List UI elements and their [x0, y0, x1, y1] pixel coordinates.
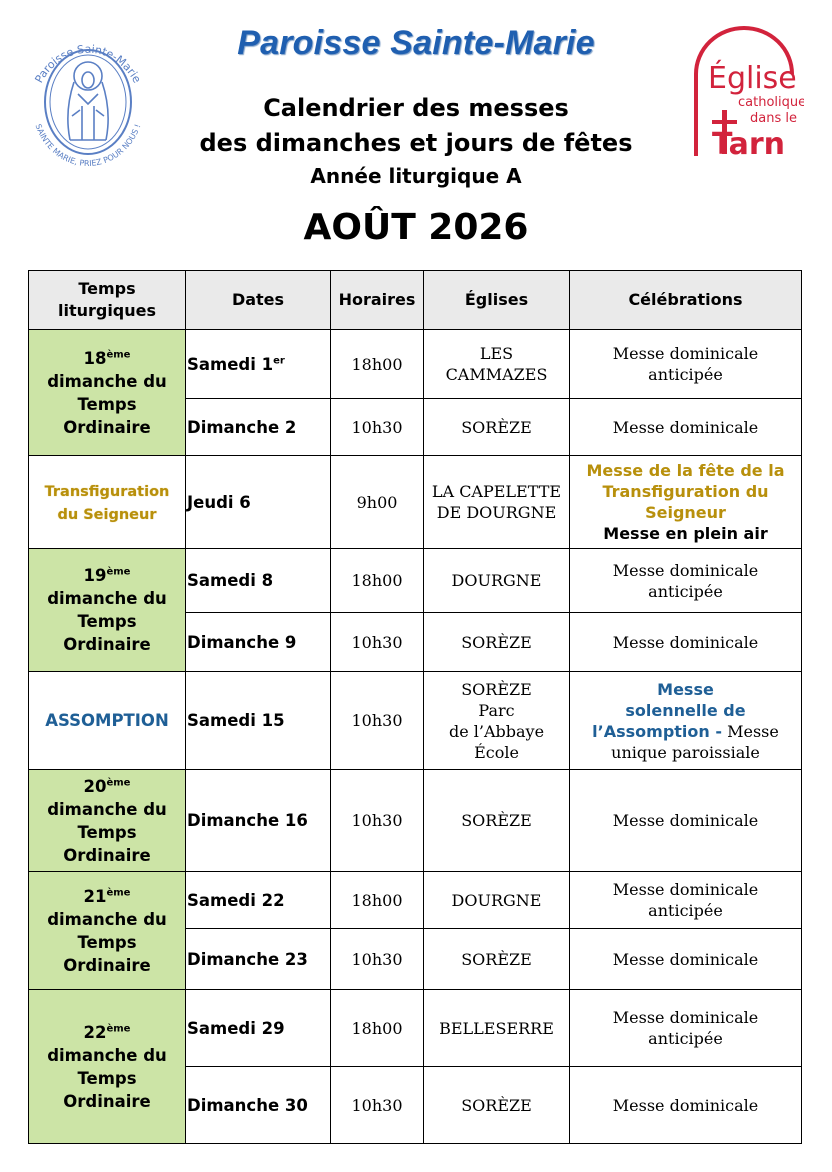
logo-catholique-text: catholique: [738, 95, 804, 110]
subtitle-line2: des dimanches et jours de fêtes: [199, 129, 633, 157]
table-row: [29, 672, 802, 770]
time-cell: 18h00: [331, 872, 424, 929]
celebration-cell: Messe de la fête de la Transfiguration du Seigneur Messe en plein air: [570, 456, 802, 549]
month-title: AOÛT 2026: [303, 207, 529, 248]
period-20-cell: 20ème dimanche du Temps Ordinaire: [29, 770, 186, 872]
church-cell: SORÈZE Parc de l’Abbaye École: [424, 672, 570, 770]
table-row: [29, 990, 802, 1067]
church-cell: BELLESERRE: [424, 990, 570, 1067]
celebration-cell: Messe dominicale: [570, 613, 802, 672]
header-period: Temps liturgiques: [29, 271, 186, 330]
subtitle-line3: Année liturgique A: [310, 164, 522, 188]
period-21-cell: 21ème dimanche du Temps Ordinaire: [29, 872, 186, 990]
church-cell: SORÈZE: [424, 399, 570, 456]
parish-logo: [22, 20, 152, 170]
celebration-cell: Messe dominicale: [570, 399, 802, 456]
period-18-cell: 18ème dimanche du Temps Ordinaire: [29, 330, 186, 456]
church-cell: DOURGNE: [424, 549, 570, 613]
celebration-cell: Messe dominicale anticipée: [570, 990, 802, 1067]
date-cell: Samedi 15: [186, 672, 331, 770]
period-22-cell: 22ème dimanche du Temps Ordinaire: [29, 990, 186, 1144]
table-row: [29, 872, 802, 929]
time-cell: 10h30: [331, 929, 424, 990]
date-cell: Dimanche 23: [186, 929, 331, 990]
date-cell: Samedi 1er: [186, 330, 331, 399]
subtitle-line1: Calendrier des messes: [263, 94, 569, 122]
church-cell: DOURGNE: [424, 872, 570, 929]
date-cell: Dimanche 30: [186, 1067, 331, 1144]
header-churches: Églises: [424, 271, 570, 330]
logo-bottom-text: SAINTE MARIE, PRIEZ POUR NOUS !: [33, 122, 143, 169]
celebration-cell: Messe dominicale: [570, 1067, 802, 1144]
date-cell: Samedi 29: [186, 990, 331, 1067]
date-cell: Dimanche 9: [186, 613, 331, 672]
header-dates: Dates: [186, 271, 331, 330]
logo-dansle-text: dans le: [750, 111, 797, 126]
mass-calendar-table: [28, 270, 802, 1144]
table-header-row: [29, 271, 802, 330]
virgin-mary-medallion-icon: [22, 20, 152, 170]
time-cell: 10h30: [331, 1067, 424, 1144]
church-cell: SORÈZE: [424, 929, 570, 990]
time-cell: 10h30: [331, 399, 424, 456]
table-row: [29, 549, 802, 613]
celebration-cell: Messe dominicale: [570, 929, 802, 990]
logo-top-text: Paroisse Sainte-Marie: [32, 42, 144, 86]
table-row: [29, 330, 802, 399]
church-cell: LES CAMMAZES: [424, 330, 570, 399]
eglise-tarn-logo-icon: [692, 26, 804, 160]
logo-eglise-text: Église: [708, 61, 797, 96]
church-cell: SORÈZE: [424, 1067, 570, 1144]
celebration-cell: Messe dominicale anticipée: [570, 330, 802, 399]
date-cell: Jeudi 6: [186, 456, 331, 549]
church-cell: LA CAPELETTE DE DOURGNE: [424, 456, 570, 549]
time-cell: 10h30: [331, 672, 424, 770]
logo-tarn-text: Tarn: [712, 127, 785, 160]
date-cell: Dimanche 2: [186, 399, 331, 456]
diocese-logo: [692, 26, 804, 160]
date-cell: Samedi 8: [186, 549, 331, 613]
period-19-cell: 19ème dimanche du Temps Ordinaire: [29, 549, 186, 672]
period-transfiguration-cell: Transfiguration du Seigneur: [29, 456, 186, 549]
celebration-cell: Messe dominicale anticipée: [570, 872, 802, 929]
church-cell: SORÈZE: [424, 770, 570, 872]
time-cell: 18h00: [331, 549, 424, 613]
time-cell: 10h30: [331, 770, 424, 872]
header-celebrations: Célébrations: [570, 271, 802, 330]
date-cell: Dimanche 16: [186, 770, 331, 872]
period-assomption-cell: ASSOMPTION: [29, 672, 186, 770]
celebration-cell: Messe dominicale: [570, 770, 802, 872]
header-times: Horaires: [331, 271, 424, 330]
celebration-cell: Messe dominicale anticipée: [570, 549, 802, 613]
time-cell: 9h00: [331, 456, 424, 549]
date-cell: Samedi 22: [186, 872, 331, 929]
parish-title: Paroisse Sainte-Marie: [237, 24, 595, 62]
table-row: [29, 770, 802, 872]
time-cell: 10h30: [331, 613, 424, 672]
church-cell: SORÈZE: [424, 613, 570, 672]
table-row: [29, 456, 802, 549]
time-cell: 18h00: [331, 990, 424, 1067]
time-cell: 18h00: [331, 330, 424, 399]
celebration-cell: Messe solennelle de l’Assomption - Messe unique paroissiale: [570, 672, 802, 770]
